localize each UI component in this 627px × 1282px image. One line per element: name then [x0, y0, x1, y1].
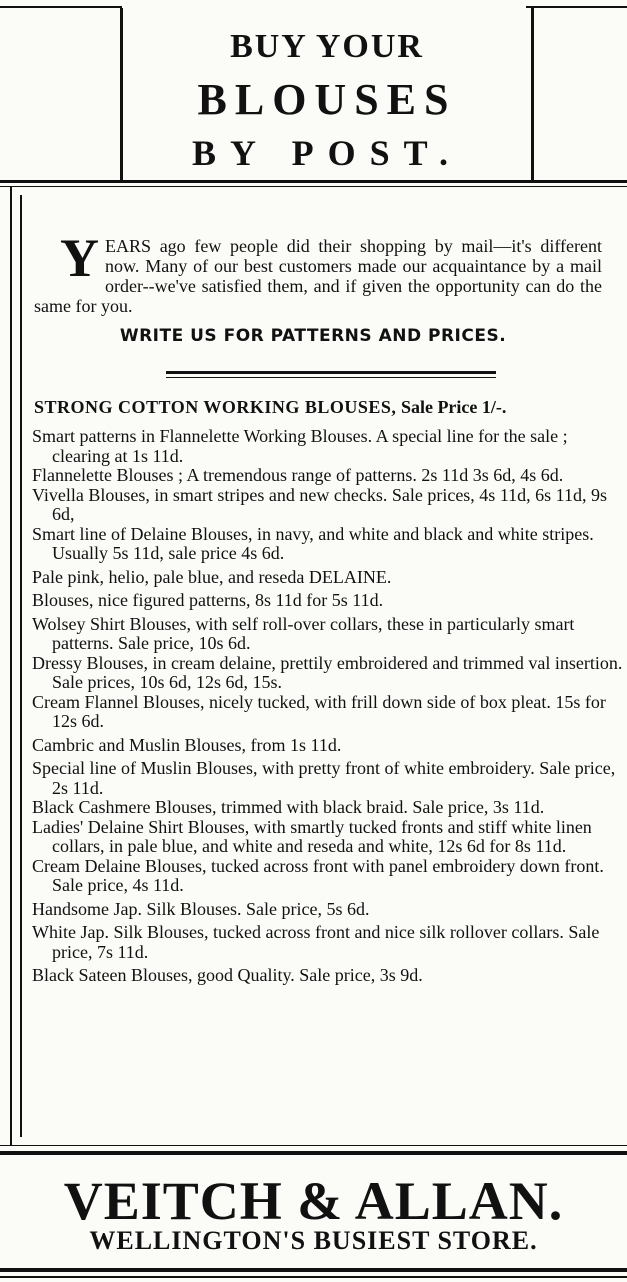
- list-item: Pale pink, helio, pale blue, and reseda DELAINE.: [32, 566, 392, 587]
- left-border-inner: [20, 195, 22, 1137]
- list-item: Smart patterns in Flannelette Working Blouses. A special line for the sale ; clearing at 1s 11d.: [32, 426, 568, 466]
- header-box: [120, 8, 534, 180]
- header-line-2: BLOUSES: [197, 75, 457, 124]
- intro-text: EARS ago few people did their shopping by mail—it's different now. Many of our best customers made our acquaintance by a mail order--we've satisfied them, and if given the opportunity can do the same for you.: [34, 236, 602, 316]
- blouse-list: [32, 427, 627, 986]
- footer-bottom-rule-thin: [0, 1276, 627, 1278]
- list-item: Vivella Blouses, in smart stripes and new checks. Sale prices, 4s 11d, 6s 11d, 9s 6d,: [32, 484, 607, 524]
- sale-heading: [34, 397, 624, 418]
- header-line-1: BUY YOUR: [230, 28, 424, 65]
- body-bottom-rule: [0, 1145, 627, 1146]
- list-item: Black Cashmere Blouses, trimmed with black braid. Sale price, 3s 11d.: [32, 797, 545, 817]
- top-rule-left: [0, 6, 122, 8]
- list-item: Cream Delaine Blouses, tucked across front with panel embroidery down front. Sale price, 4s 11d.: [32, 855, 604, 895]
- list-item: Wolsey Shirt Blouses, with self roll-over collars, these in particularly smart patterns. Sale price, 10s 6d.: [32, 613, 575, 653]
- top-rule-right: [526, 6, 627, 8]
- header-bottom-rule: [0, 180, 627, 183]
- store-name: VEITCH & ALLAN.: [63, 1171, 564, 1231]
- divider-thick: [166, 371, 496, 374]
- list-item: Smart line of Delaine Blouses, in navy, and white and black and white stripes. Usually 5s 11d, sale price 4s 6d.: [32, 523, 594, 563]
- store-tagline: WELLINGTON'S BUSIEST STORE.: [89, 1226, 538, 1255]
- list-item: Ladies' Delaine Shirt Blouses, with smartly tucked fronts and stiff white linen collars, in pale blue, and white and reseda and white, 12s 6d for 8s 11d.: [32, 816, 592, 856]
- list-item: Dressy Blouses, in cream delaine, prettily embroidered and trimmed val insertion. Sale prices, 10s 6d, 12s 6d, 15s.: [32, 652, 623, 692]
- list-item: White Jap. Silk Blouses, tucked across front and nice silk rollover collars. Sale price, 7s 11d.: [32, 922, 600, 962]
- header-line-3: BY POST.: [191, 133, 463, 173]
- sale-heading-title: STRONG COTTON WORKING BLOUSES,: [34, 397, 397, 417]
- call-to-action: WRITE US FOR PATTERNS AND PRICES.: [119, 326, 507, 346]
- list-item: Special line of Muslin Blouses, with pretty front of white embroidery. Sale price, 2s 11d.: [32, 758, 616, 798]
- list-item: Black Sateen Blouses, good Quality. Sale price, 3s 9d.: [32, 965, 423, 985]
- list-item: Handsome Jap. Silk Blouses. Sale price, 5s 6d.: [32, 898, 370, 919]
- divider-thin: [166, 377, 496, 378]
- footer-top-rule: [0, 1151, 627, 1155]
- intro-paragraph: [34, 228, 602, 316]
- left-border: [10, 187, 12, 1145]
- header-bottom-rule-thin: [0, 186, 627, 187]
- list-item: Blouses, nice figured patterns, 8s 11d for 5s 11d.: [32, 590, 384, 610]
- sale-heading-price: Sale Price 1/-.: [396, 397, 507, 417]
- drop-cap: Y: [60, 228, 99, 288]
- list-item: Cambric and Muslin Blouses, from 1s 11d.: [32, 734, 342, 755]
- list-item: Cream Flannel Blouses, nicely tucked, with frill down side of box pleat. 15s for 12s 6d.: [32, 691, 606, 731]
- footer-bottom-rule: [0, 1268, 627, 1272]
- list-item: Flannelette Blouses ; A tremendous range of patterns. 2s 11d 3s 6d, 4s 6d.: [32, 465, 564, 485]
